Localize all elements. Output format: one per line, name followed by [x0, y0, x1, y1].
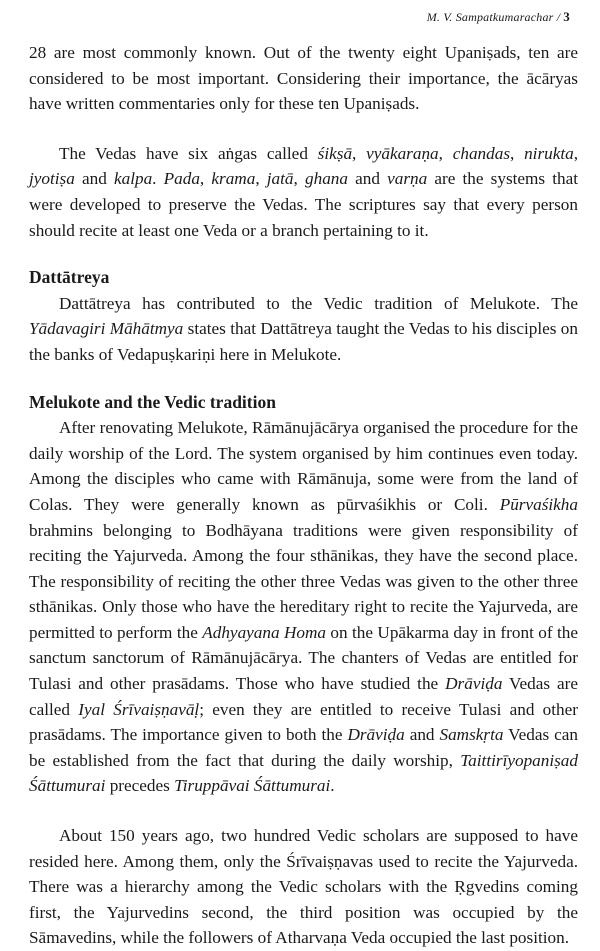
text-run: About 150 years ago, two hundred Vedic scholars are supposed to have resided here. Among them, only the Śrīvaiṣṇavas used to recite the Yajurveda. There was a hierarchy among the Vedic scholars with the Ṛgvedins coming first, the Yajurvedins second, the third position was occupied by the Sāmavedins, while the followers of Atharvaṇa Veda occupied the last position. — [29, 826, 578, 948]
text-run: , — [255, 169, 267, 189]
running-title: M. V. Sampatkumarachar / — [426, 10, 561, 24]
italic-term: Drāviḍa — [445, 674, 503, 694]
page-number: 3 — [563, 9, 570, 24]
text-run: , — [573, 143, 579, 163]
text-run: Vedas are called — [29, 674, 579, 719]
paragraph-vedic-scholars — [29, 823, 578, 951]
italic-term: varṇa — [387, 169, 428, 189]
italic-term: Pūrvaśikha — [499, 494, 578, 514]
italic-term: Drāviḍa — [347, 725, 405, 745]
italic-term: chandas — [452, 143, 511, 163]
text-run: brahmins belonging to Bodhāyana traditions were given responsibility of reciting the Yajurveda. Among the four sthānikas, they have the second place. The responsibility of reciting the other three Vedas was given to the other three sthānikas. Only those who have the hereditary right to recite the Yajurveda, are permitted to perform the — [29, 520, 578, 642]
italic-term: Iyal Śrīvaiṣṇavāḷ — [78, 699, 200, 719]
italic-term: Adhyayana Homa — [202, 622, 326, 642]
running-header — [29, 0, 578, 40]
italic-term: kalpa — [113, 169, 153, 189]
italic-term: Yādavagiri Māhātmya — [29, 319, 184, 339]
text-run: After renovating Melukote, Rāmānujācārya organised the procedure for the daily worship of the Lord. The system organised by him continues even today. Among the disciples who came with Rāmānuja, some were from the land of Colas. They were generally known as pūrvaśikhis or Coli. — [29, 418, 578, 514]
italic-term: Taittirīyopaniṣad Śāttumurai — [29, 750, 578, 796]
italic-term: Samskṛta — [439, 725, 504, 745]
paragraph-vedangas — [29, 141, 578, 243]
text-run: and — [404, 725, 440, 745]
text-run: , — [352, 143, 367, 163]
italic-term: vyākaraṇa — [366, 143, 439, 163]
italic-term: krama — [211, 169, 256, 189]
italic-term: śikṣā — [317, 143, 353, 163]
text-run: Dattātreya has contributed to the Vedic tradition of Melukote. The — [59, 293, 578, 313]
paragraph-dattatreya — [29, 291, 578, 368]
text-run: . — [330, 776, 335, 796]
italic-term: Pada — [163, 169, 200, 189]
italic-term: Tiruppāvai Śāttumurai — [174, 776, 331, 796]
section-heading-dattatreya: Dattātreya — [29, 267, 110, 288]
text-run: precedes — [105, 776, 175, 796]
text-run: states that Dattātreya taught the Vedas to his disciples on the banks of Vedapuṣkariṇi here in Melukote. — [29, 319, 578, 364]
paragraph-melukote-worship — [29, 415, 578, 799]
text-run: ; even they are entitled to receive Tulasi and other prasādams. The importance given to both the — [29, 699, 578, 745]
text-run: are the systems that were developed to preserve the Vedas. The scriptures say that every person should recite at least one Veda or a branch pertaining to it. — [29, 169, 579, 240]
text-run: , — [510, 143, 525, 163]
text-run: The Vedas have six aṅgas called — [59, 143, 318, 163]
text-run: on the Upākarma day in front of the sanctum sanctorum of Rāmānujācārya. The chanters of Vedas are entitled for Tulasi and other prasādams. Those who have studied the — [29, 622, 578, 694]
text-run: , — [438, 143, 453, 163]
italic-term: ghana — [305, 169, 348, 189]
text-run: and — [347, 169, 388, 189]
italic-term: nirukta — [524, 143, 574, 163]
text-run: , — [199, 169, 212, 189]
italic-term: jyotiṣa — [29, 169, 75, 189]
text-run: and — [74, 169, 114, 189]
text-run: , — [293, 169, 305, 189]
text-run: . — [152, 169, 164, 189]
paragraph-upanisads: 28 are most commonly known. Out of the twenty eight Upaniṣads, ten are considered to be most important. Considering their importance, the ācāryas have written commentaries only for these ten Upaniṣads. — [29, 43, 578, 114]
section-heading-melukote: Melukote and the Vedic tradition — [29, 391, 276, 412]
text-run: Vedas can be established from the fact that during the daily worship, — [29, 725, 578, 770]
italic-term: jatā — [266, 169, 294, 189]
